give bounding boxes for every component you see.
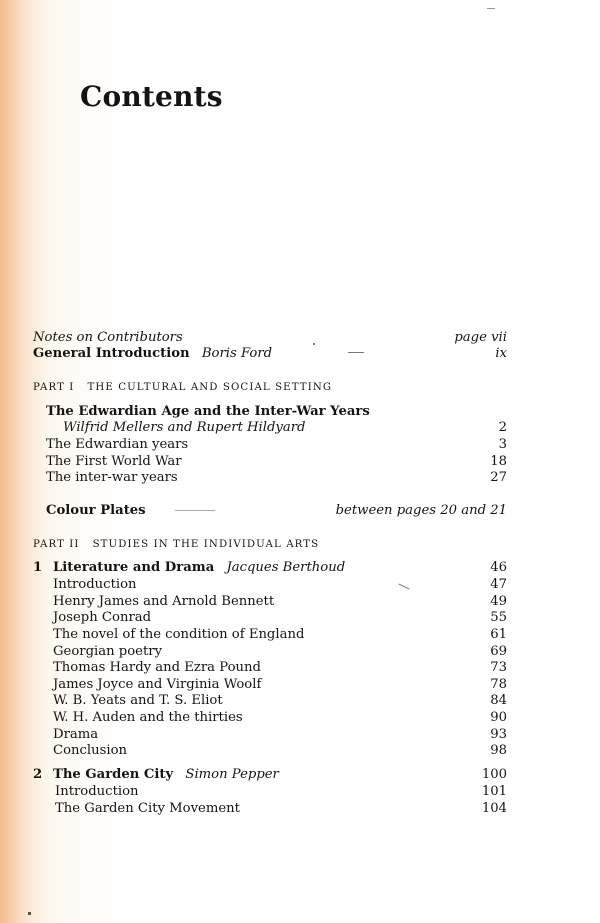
chapter2-page: 100 — [481, 767, 507, 782]
toc-entry: Conclusion — [53, 743, 128, 758]
toc-entry-page: 90 — [490, 710, 507, 725]
toc-entry-page: 98 — [490, 743, 507, 758]
toc-entry: James Joyce and Virginia Woolf — [53, 677, 262, 692]
scan-speck — [398, 584, 409, 590]
toc-entry: Introduction — [53, 577, 137, 592]
scan-speck — [313, 343, 315, 345]
toc-entry: The Edwardian years — [46, 437, 189, 452]
chapter1-page: 46 — [490, 560, 507, 575]
general-introduction-author: Boris Ford — [201, 346, 273, 361]
part2-heading: PART II STUDIES IN THE INDIVIDUAL ARTS — [33, 539, 320, 550]
general-introduction-entry — [33, 346, 272, 362]
chapter1-author: Jacques Berthoud — [226, 560, 346, 575]
toc-entry-page: 69 — [490, 644, 507, 659]
part1-authors-page: 2 — [498, 420, 507, 435]
chapter1-number: 1 — [33, 560, 43, 575]
toc-entry: Drama — [53, 727, 99, 742]
toc-entry: The First World War — [46, 454, 182, 469]
chapter1-title: Literature and Drama — [53, 560, 215, 575]
part1-authors: Wilfrid Mellers and Rupert Hildyard — [63, 420, 306, 435]
toc-entry-page: 78 — [490, 677, 507, 692]
part1-heading: PART I THE CULTURAL AND SOCIAL SETTING — [33, 382, 333, 393]
toc-entry: The novel of the condition of England — [53, 627, 305, 642]
general-introduction-page: ix — [495, 346, 507, 361]
general-introduction-label: General Introduction — [33, 346, 190, 361]
notes-contributors-label: Notes on Contributors — [33, 330, 183, 345]
toc-entry-page: 18 — [490, 454, 507, 469]
toc-entry: Henry James and Arnold Bennett — [53, 594, 275, 609]
scan-speck — [175, 510, 215, 511]
colour-plates-label: Colour Plates — [46, 503, 146, 518]
toc-entry: Joseph Conrad — [53, 610, 152, 625]
scan-speck — [28, 912, 31, 915]
part1-chapter-title: The Edwardian Age and the Inter-War Years — [46, 404, 370, 419]
toc-entry-page: 55 — [490, 610, 507, 625]
toc-entry-page: 104 — [481, 801, 507, 816]
toc-entry: The Garden City Movement — [55, 801, 240, 816]
toc-entry: Thomas Hardy and Ezra Pound — [53, 660, 261, 675]
toc-entry: W. B. Yeats and T. S. Eliot — [53, 693, 223, 708]
scan-speck — [348, 352, 364, 353]
toc-entry-page: 93 — [490, 727, 507, 742]
toc-entry: Georgian poetry — [53, 644, 163, 659]
toc-entry-page: 27 — [490, 470, 507, 485]
toc-entry: Introduction — [55, 784, 139, 799]
chapter2-number: 2 — [33, 767, 43, 782]
chapter2-author: Simon Pepper — [185, 767, 279, 782]
colour-plates-page: between pages 20 and 21 — [335, 503, 507, 518]
scan-speck — [487, 8, 495, 9]
toc-entry-page: 3 — [498, 437, 507, 452]
toc-entry-page: 47 — [490, 577, 507, 592]
chapter2-title: The Garden City — [53, 767, 174, 782]
page-title: Contents — [80, 80, 223, 113]
chapter1-heading — [53, 560, 345, 576]
toc-entry: W. H. Auden and the thirties — [53, 710, 243, 725]
toc-entry-page: 101 — [481, 784, 507, 799]
toc-entry-page: 73 — [490, 660, 507, 675]
toc-entry-page: 49 — [490, 594, 507, 609]
toc-entry-page: 61 — [490, 627, 507, 642]
chapter2-heading — [53, 767, 279, 783]
notes-contributors-page: page vii — [454, 330, 507, 345]
toc-entry: The inter-war years — [46, 470, 178, 485]
toc-entry-page: 84 — [490, 693, 507, 708]
